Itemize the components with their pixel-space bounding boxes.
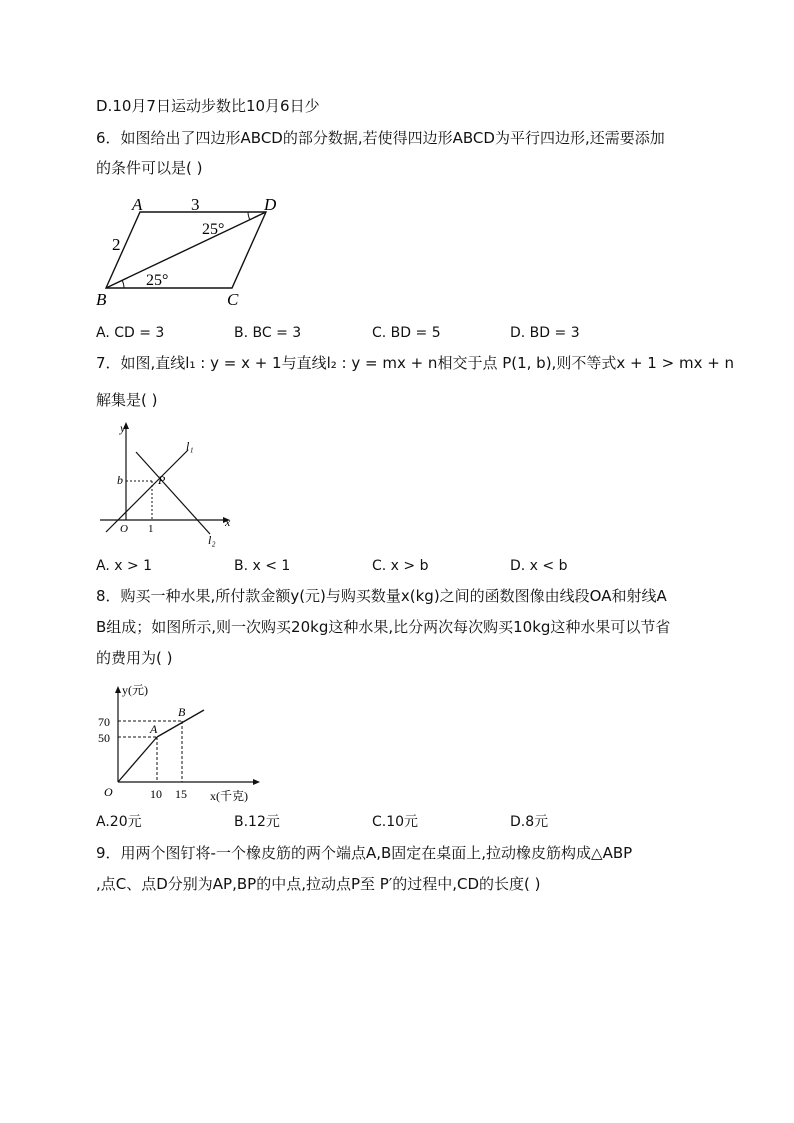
q8-stem-line3: 的费用为( ) bbox=[96, 649, 173, 667]
q8-option-b: B.12元 bbox=[234, 814, 280, 830]
q6-label-a: A bbox=[132, 195, 143, 214]
q8-point-a: A bbox=[150, 722, 158, 736]
q8-axis-y: y(元) bbox=[122, 683, 148, 697]
q6-angle-b: 25° bbox=[146, 272, 169, 289]
q7-stem-line1: 7．如图,直线l₁ : y = x + 1与直线l₂ : y = mx + n相交于点 P(1, b),则不等式x + 1 > mx + n bbox=[96, 354, 735, 372]
q8-option-c: C.10元 bbox=[372, 814, 419, 830]
q8-tick-x15: 15 bbox=[175, 787, 187, 801]
q7-axis-y: y bbox=[120, 421, 126, 435]
q8-price-graph bbox=[96, 680, 266, 805]
q8-option-d: D.8元 bbox=[510, 814, 549, 830]
q7-tick-1: 1 bbox=[148, 523, 154, 535]
q5-option-d: D.10月7日运动步数比10月6日少 bbox=[96, 97, 320, 115]
q8-axis-x: x(千克) bbox=[210, 789, 248, 803]
q6-side-ab: 2 bbox=[112, 235, 121, 254]
q9-stem-line1: 9．用两个图钉将-一个橡皮筋的两个端点A,B固定在桌面上,拉动橡皮筋构成△ABP bbox=[96, 844, 633, 862]
q7-lines-figure bbox=[96, 420, 241, 548]
q8-tick-y70: 70 bbox=[98, 715, 110, 729]
q6-stem-line1: 6．如图给出了四边形ABCD的部分数据,若使得四边形ABCD为平行四边形,还需要添加 bbox=[96, 129, 665, 147]
q6-label-b: B bbox=[96, 290, 107, 309]
q8-point-b: B bbox=[178, 705, 186, 719]
q9-stem-line2: ,点C、点D分别为AP,BP的中点,拉动点P至 P′的过程中,CD的长度( ) bbox=[96, 875, 541, 893]
q6-label-c: C bbox=[227, 290, 239, 309]
q7-option-b: B. x < 1 bbox=[234, 558, 291, 574]
q6-parallelogram-figure bbox=[96, 192, 296, 310]
q6-label-d: D bbox=[264, 195, 277, 214]
q7-axis-x: x bbox=[225, 515, 231, 529]
q7-label-l1: l₁ bbox=[186, 439, 194, 453]
q7-option-a: A. x > 1 bbox=[96, 558, 153, 574]
q7-tick-b: b bbox=[117, 473, 123, 487]
q6-side-ad: 3 bbox=[191, 195, 200, 214]
q6-stem-line2: 的条件可以是( ) bbox=[96, 159, 203, 177]
q6-option-b: B. BC = 3 bbox=[234, 325, 302, 341]
q7-stem-line2: 解集是( ) bbox=[96, 391, 158, 409]
q6-option-d: D. BD = 3 bbox=[510, 325, 580, 341]
q7-point-p: P bbox=[158, 473, 166, 487]
q6-option-a: A. CD = 3 bbox=[96, 325, 165, 341]
q8-tick-x10: 10 bbox=[150, 787, 162, 801]
q7-label-l2: l₂ bbox=[208, 533, 216, 547]
q8-origin: O bbox=[104, 785, 113, 799]
q8-stem-line2: B组成；如图所示,则一次购买20kg这种水果,比分两次每次购买10kg这种水果可以节省 bbox=[96, 618, 671, 636]
q7-origin: O bbox=[120, 523, 128, 535]
q8-stem-line1: 8．购买一种水果,所付款金额y(元)与购买数量x(kg)之间的函数图像由线段OA和射线A bbox=[96, 587, 667, 605]
q6-option-c: C. BD = 5 bbox=[372, 325, 441, 341]
q7-option-d: D. x < b bbox=[510, 558, 568, 574]
q8-tick-y50: 50 bbox=[98, 731, 110, 745]
q6-angle-d: 25° bbox=[202, 221, 225, 238]
q8-option-a: A.20元 bbox=[96, 814, 142, 830]
q7-option-c: C. x > b bbox=[372, 558, 429, 574]
